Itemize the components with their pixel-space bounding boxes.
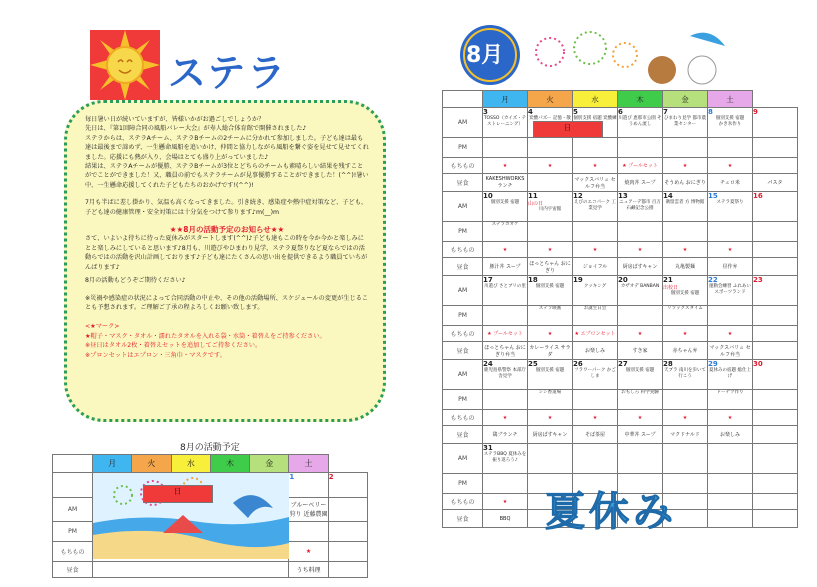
event: ステラカオケ xyxy=(491,222,519,227)
date-number: 17 xyxy=(483,276,493,284)
date-number: 26 xyxy=(573,360,583,368)
lunch: KAKESHWORKS ランチ xyxy=(483,174,528,192)
event: 天ブラ 南川を歩いて行こう xyxy=(664,368,706,379)
event: シシ香道場 xyxy=(538,390,562,395)
items-cell: ★ xyxy=(573,158,618,174)
date-number: 14 xyxy=(663,192,673,200)
items-cell xyxy=(753,410,798,426)
items-cell: ★ プールセット xyxy=(483,326,528,342)
row-label: 昼食 xyxy=(443,342,483,360)
date-number: 5 xyxy=(573,108,578,116)
date-number: 10 xyxy=(483,192,493,200)
items-cell: ★ エプロンセット xyxy=(573,326,618,342)
day-header: 月 xyxy=(483,91,528,108)
row-label: もちもの xyxy=(53,541,93,561)
calendar-table xyxy=(442,90,798,528)
event: ブルーベリー狩り 近藤農園 xyxy=(289,502,328,519)
row-label: もちもの xyxy=(443,410,483,426)
event: TOSSO（カイズ・テストレーニング） xyxy=(483,116,527,127)
lunch: お楽しみ xyxy=(573,342,618,360)
lunch: 中華丼 スープ xyxy=(618,426,663,444)
event: 個別支援 宿題 炭酸練 xyxy=(573,116,617,121)
items-cell: ★ プールセット xyxy=(618,158,663,174)
date-number: 23 xyxy=(753,276,763,284)
date-number: 11 xyxy=(528,192,538,200)
lunch: 鶏ブランチ xyxy=(483,426,528,444)
day-header: 木 xyxy=(210,455,249,473)
mark-item: ★帽子・マスク・タオル・濡れたタオルを入れる袋・水筒・着替えをご持参ください。 xyxy=(85,332,326,340)
event: 衛留雲者 方 博物館 xyxy=(665,200,705,205)
day-header: 金 xyxy=(663,91,708,108)
event: おもしろ 科学実験 xyxy=(621,390,659,395)
items-cell: ★ xyxy=(573,242,618,258)
lunch: ほっとちゃん おにぎり xyxy=(528,258,573,276)
date-number: 6 xyxy=(618,108,623,116)
event: えびのエコパーク 工業見学 xyxy=(574,200,616,211)
date-number: 16 xyxy=(753,192,763,200)
notice-text: 結果は、ステラAチームが優勝、ステラBチームが3位とどちらのチームも素晴らしい結果を残すことがでことができました！又、職員の前でもステラチームが見事優勝することができました！(^^)!暑い中、一生懸命応援してくれた子どもたちのおかげです!(^^)! xyxy=(85,163,369,189)
day-header: 金 xyxy=(250,455,289,473)
month-label: 8月 xyxy=(466,43,504,68)
items-cell: ★ xyxy=(618,242,663,258)
event: ステラ映画 xyxy=(538,306,562,311)
items-cell: ★ xyxy=(708,410,753,426)
schedule-title: 8月の活動予定 xyxy=(180,443,240,453)
lunch: うち料理 xyxy=(289,562,328,578)
items-cell: ★ xyxy=(708,326,753,342)
lunch: そば茶屋 xyxy=(573,426,618,444)
event: 個別支援 宿題 xyxy=(490,200,520,205)
row-label: PM xyxy=(53,521,93,541)
items-cell: ★ xyxy=(528,410,573,426)
date-number: 27 xyxy=(618,360,628,368)
date-number: 21 xyxy=(663,276,673,284)
lunch: 丸亀製麺 xyxy=(663,258,708,276)
lunch: マックスバリュ セルフ弁当 xyxy=(708,342,753,360)
lunch xyxy=(753,342,798,360)
event: フラワーパーク かごしま xyxy=(574,368,616,379)
row-label: AM xyxy=(443,360,483,390)
items-cell xyxy=(753,158,798,174)
notice-text: ステラからは、ステラAチーム、ステラBチームの2チームに分かれて参加しました。子ども達は最も達は最後まで諦めず、一生懸命風船を追いかけ、仲間と協力しながら風船を繋ぐ姿を見せて見せてくれました。応援にも熱が入り、会場はとても盛り上がっていました♪ xyxy=(85,134,369,161)
date-number: 18 xyxy=(528,276,538,284)
row-label: PM xyxy=(443,306,483,326)
row-label: AM xyxy=(443,192,483,222)
row-label: もちもの xyxy=(443,326,483,342)
day-header: 水 xyxy=(171,455,210,473)
event: 川遊び 恵那市公園 そうめん流し xyxy=(618,116,662,127)
row-label: PM xyxy=(443,474,483,494)
date-number: 29 xyxy=(708,360,718,368)
day-header: 日 xyxy=(143,485,213,503)
notice-text: ※災禍や感染症の状況によって合同活動の中止や、その他の活動場所、スケジュールの変更が生じることも予想されます。ご理解ご了承の程よろしくお願い致します。 xyxy=(85,294,369,311)
lunch: マックスバリュ セルフ弁当 xyxy=(573,174,618,192)
day-header: 土 xyxy=(289,455,328,473)
lunch: 焼肉丼 スープ xyxy=(618,174,663,192)
lunch: パスタ xyxy=(753,174,798,192)
event: 川遊び さとブリの里 xyxy=(484,284,526,289)
date-number: 20 xyxy=(618,276,628,284)
items-cell: ★ xyxy=(618,410,663,426)
event: かき氷作り xyxy=(718,122,742,127)
date-number: 2 xyxy=(328,473,334,481)
event: 個別支援 宿題 xyxy=(670,291,700,296)
event: 個別支援 宿題 xyxy=(625,368,655,373)
row-label: もちもの xyxy=(443,158,483,174)
lunch: ほっとちゃん おにぎり弁当 xyxy=(483,342,528,360)
notice-heading: ★★8月の活動予定のお知らせ★★ xyxy=(169,225,285,235)
row-label: もちもの xyxy=(443,242,483,258)
notice-text: 毎日暑い日が続いていますが、皆様いかがお過ごしでしょうか？ xyxy=(85,116,265,123)
lunch xyxy=(753,258,798,276)
date-number: 7 xyxy=(663,108,668,116)
event: ステラ夏祭り xyxy=(716,200,744,205)
lunch: すき家 xyxy=(618,342,663,360)
row-label: 昼食 xyxy=(53,562,93,578)
row-label: 昼食 xyxy=(443,258,483,276)
day-header: 水 xyxy=(573,91,618,108)
day-header: 日 xyxy=(533,121,603,138)
row-label: 昼食 xyxy=(443,174,483,192)
date-number: 4 xyxy=(528,108,533,116)
lunch xyxy=(753,426,798,444)
notice-text: 先日は、『第1回障合同の風船バレー大会』が寿人総合体育館で開催されました♪ xyxy=(85,125,307,133)
date-number: 1 xyxy=(289,473,295,481)
row-label: PM xyxy=(443,138,483,158)
date-number: 13 xyxy=(618,192,628,200)
event: 個別支援 宿題 xyxy=(715,116,745,121)
row-label: もちもの xyxy=(443,494,483,510)
date-number: 22 xyxy=(708,276,718,284)
items-cell: ★ xyxy=(708,158,753,174)
lunch: 豚汁丼 スープ xyxy=(483,258,528,276)
mark-item: ※昼日はタオル2枚・着替えセットを追加してご持参ください。 xyxy=(85,342,262,350)
date-number: 12 xyxy=(573,192,583,200)
items-cell: ★ xyxy=(708,242,753,258)
items-cell: ★ xyxy=(483,158,528,174)
items-cell: ★ xyxy=(528,242,573,258)
event: 個別支援 宿題 xyxy=(535,368,565,373)
lunch: 厨房ぱすキャン xyxy=(618,258,663,276)
items-cell: ★ xyxy=(618,326,663,342)
event: カザオデ BANBAN xyxy=(620,284,660,289)
lunch: 赤ちゃん弁 xyxy=(663,342,708,360)
day-header: 月 xyxy=(93,455,132,473)
summer-art-text: 夏休み xyxy=(545,489,677,535)
date-number: 30 xyxy=(753,360,763,368)
row-label: AM xyxy=(443,276,483,306)
items-cell: ★ xyxy=(483,494,528,510)
event: 川内宇宙館 xyxy=(538,207,562,212)
items-cell: ★ xyxy=(663,242,708,258)
date-number: 3 xyxy=(483,108,488,116)
lunch: チュロ米 xyxy=(708,174,753,192)
event: 運動会練習 ふれあい スポーツランド xyxy=(709,284,751,295)
fireworks-icon xyxy=(530,30,640,90)
items-cell xyxy=(753,326,798,342)
event: 鹿児島県警察 本部庁舎見学 xyxy=(484,368,526,379)
event: 炭酸パズー 記憶・散 xyxy=(529,116,571,121)
event: ニュアーデ都市 百万 石鹸記念公園 xyxy=(619,200,661,211)
notice-text: さて、いよいよ待ちに待った夏休みがスタートします(^^)♪子ども達もこの時を今か今かと楽しみにとと楽しみにしていると思います♪8月も、川遊びやひまわり見学、ステラ夏祭りなど夏ならではの活動らではの活動を沢山計画しております♪子ども達にたくさんの思い出を提供できるよう職員ていちがんばります♪ xyxy=(85,235,368,271)
lunch: ジョイフル xyxy=(573,258,618,276)
date-number: 24 xyxy=(483,360,493,368)
holiday-label: 山の日 xyxy=(528,201,544,207)
day-header: 土 xyxy=(708,91,753,108)
items-cell: ★ xyxy=(663,326,708,342)
day-header: 火 xyxy=(132,455,171,473)
date-number: 31 xyxy=(483,444,493,452)
items-cell: ★ xyxy=(483,242,528,258)
date-number: 25 xyxy=(528,360,538,368)
event: ステラBBQ 夏休みを振り返ろう♪ xyxy=(483,452,527,463)
items-cell: ★ xyxy=(528,326,573,342)
event: 個別支援 宿題 xyxy=(535,284,565,289)
holiday-label: 出校日 xyxy=(663,285,679,291)
items-cell: ★ xyxy=(528,158,573,174)
day-header: 火 xyxy=(528,91,573,108)
row-label: 昼食 xyxy=(443,426,483,444)
items-cell: ★ xyxy=(573,410,618,426)
mark-item: ※プロンセットはエプロン・三角巾・マスクです。 xyxy=(85,351,226,359)
notice-box xyxy=(64,100,386,422)
event: お誕生日会 xyxy=(583,306,607,311)
row-label: PM xyxy=(443,390,483,410)
lunch xyxy=(528,174,573,192)
lunch: カレーライス サラダ xyxy=(528,342,573,360)
event: クッキング xyxy=(583,284,607,289)
sun-icon xyxy=(90,30,160,100)
event: リラックスタイム xyxy=(667,306,703,311)
row-label: 昼食 xyxy=(443,510,483,528)
items-cell: ★ xyxy=(663,410,708,426)
day-header: 木 xyxy=(618,91,663,108)
lunch: マクドナルド xyxy=(663,426,708,444)
date-number: 8 xyxy=(708,108,713,116)
lunch: BBQ xyxy=(483,510,528,528)
lunch: そうめん おにぎり xyxy=(663,174,708,192)
items-cell: ★ xyxy=(483,410,528,426)
event: ドーナツ作り xyxy=(716,390,744,395)
bear-icon xyxy=(640,26,730,90)
date-number: 19 xyxy=(573,276,583,284)
lunch: お楽しみ xyxy=(708,426,753,444)
lunch: 厨房ぱすキャン xyxy=(528,426,573,444)
event: 夏休みの宿題 総仕上げ xyxy=(709,368,751,379)
items-cell xyxy=(753,242,798,258)
notice-text: 7月も半ばに差し掛かり、気温も高くなってきました。引き続き、感染症や熱中症対策など、子ども、子ども達の健康管理・安全対策には十分気をつけて参ります♪m(__)m xyxy=(85,199,368,216)
date-number: 15 xyxy=(708,192,718,200)
event: ひまわり見学 都市農業センター xyxy=(664,116,706,127)
row-label: AM xyxy=(443,108,483,138)
items-cell: ★ xyxy=(663,158,708,174)
row-label: PM xyxy=(443,222,483,242)
notice-text: 8月の活動もどうぞご期待ください♪ xyxy=(85,277,186,285)
row-label: AM xyxy=(443,444,483,474)
small-schedule-table: 月 火 水 木 金 土 日 1 2 AM ブルーベリー狩り 近藤農園 PM もちもの ★ 昼食 うち料理 xyxy=(52,454,368,578)
row-label: AM xyxy=(53,498,93,522)
mark-title: <★マーク> xyxy=(85,323,120,331)
page-title: ステラ xyxy=(168,51,288,95)
date-number: 28 xyxy=(663,360,673,368)
lunch: 昼作弁 xyxy=(708,258,753,276)
date-number: 9 xyxy=(753,108,758,116)
